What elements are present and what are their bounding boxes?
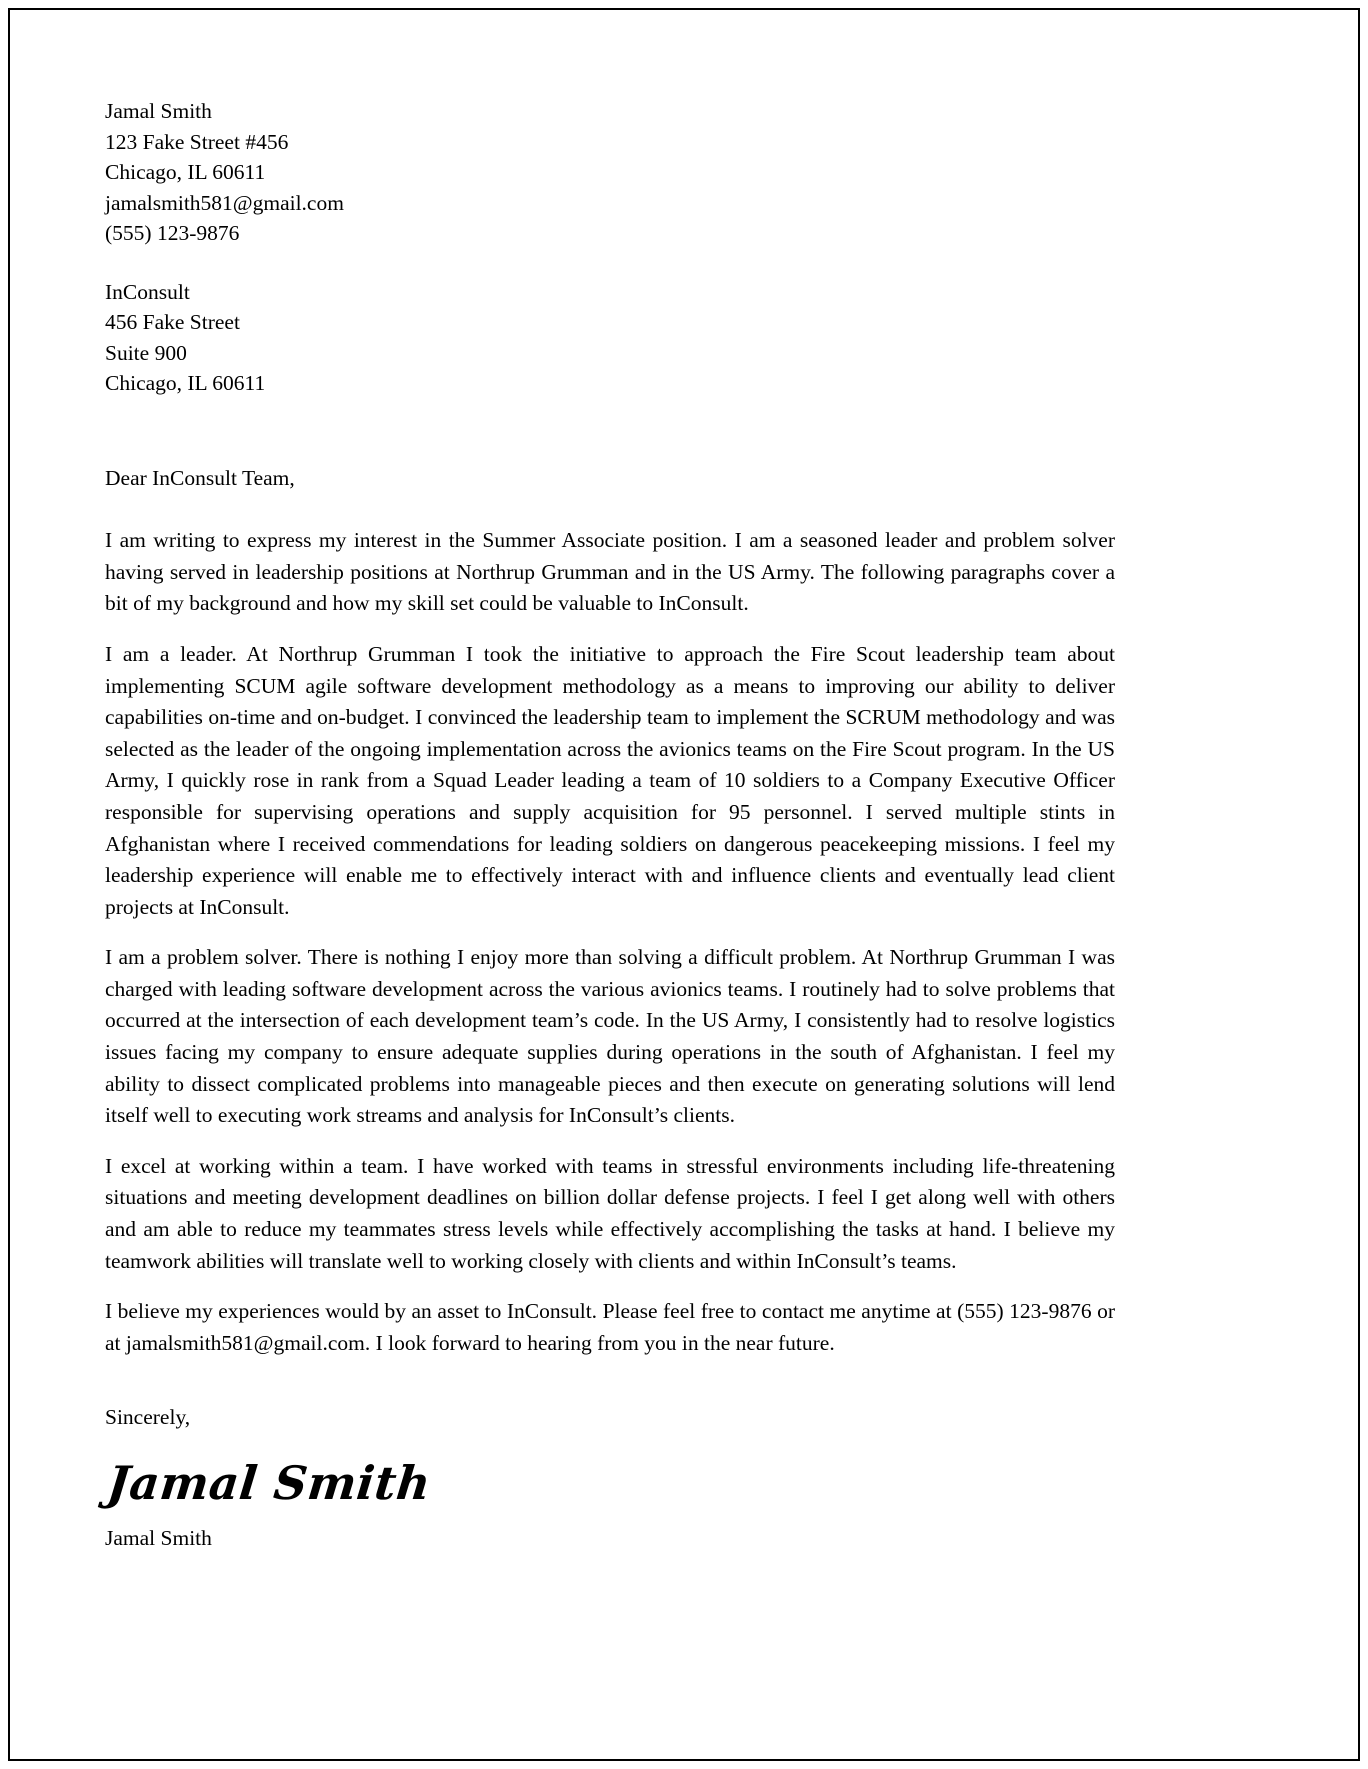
salutation: Dear InConsult Team, xyxy=(105,465,295,490)
salutation-spacer xyxy=(105,399,1115,463)
body-paragraph-1: I am writing to express my interest in the Summer Associate position. I am a seasoned leader and problem solver having served in leadership positions at Northrup Grumman and in the US Army. The following paragraphs cover a bit of my background and how my skill set could be valuable to InConsult. xyxy=(105,528,1115,616)
handwritten-signature: Jamal Smith xyxy=(104,1455,434,1510)
sender-address-block xyxy=(105,96,1115,249)
sender-phone: (555) 123-9876 xyxy=(105,221,240,246)
body-paragraph-2: I am a leader. At Northrup Grumman I took the initiative to approach the Fire Scout leadership team about implementing SCUM agile software development methodology as a means to improving our ability to deliver capabilities on-time and on-budget. I convinced the leadership team to implement the SCRUM methodology and was selected as the leader of the ongoing implementation across the avionics teams on the Fire Scout program. In the US Army, I quickly rose in rank from a Squad Leader leading a team of 10 soldiers to a Company Executive Officer responsible for supervising operations and supply acquisition for 95 personnel. I served multiple stints in Afghanistan where I received commendations for leading soldiers on dangerous peacekeeping missions. I feel my leadership experience will enable me to effectively interact with and influence clients and eventually lead client projects at InConsult. xyxy=(105,641,1115,919)
body-paragraph-4: I excel at working within a team. I have worked with teams in stressful environments including life-threatening situations and meeting development deadlines on billion dollar defense projects. I feel I get along well with others and am able to reduce my teammates stress levels while effectively accomplishing the tasks at hand. I believe my teamwork abilities will translate well to working closely with clients and within InConsult’s teams. xyxy=(105,1153,1115,1273)
recipient-company: InConsult xyxy=(105,279,190,304)
body-paragraph-5: I believe my experiences would by an asset to InConsult. Please feel free to contact me anytime at (555) 123-9876 or at jamalsmith581@gmail.com. I look forward to hearing from you in the near future. xyxy=(105,1299,1115,1355)
recipient-city-state-zip: Chicago, IL 60611 xyxy=(105,371,266,396)
typed-signature-name: Jamal Smith xyxy=(105,1526,212,1551)
address-block-spacer xyxy=(105,249,1115,277)
sender-street: 123 Fake Street #456 xyxy=(105,129,289,154)
recipient-street: 456 Fake Street xyxy=(105,310,240,335)
body-paragraph-3: I am a problem solver. There is nothing I enjoy more than solving a difficult problem. At Northrup Grumman I was charged with leading software development across the various avionics teams. I routinely had to solve problems that occurred at the intersection of each development team’s code. In the US Army, I consistently had to resolve logistics issues facing my company to ensure adequate supplies during operations in the south of Afghanistan. I feel my ability to dissect complicated problems into manageable pieces and then execute on generating solutions will lend itself well to executing work streams and analysis for InConsult’s clients. xyxy=(105,945,1115,1128)
closing-spacer xyxy=(105,1378,1115,1402)
sender-email: jamalsmith581@gmail.com xyxy=(105,190,344,215)
sender-city-state-zip: Chicago, IL 60611 xyxy=(105,160,266,185)
recipient-suite: Suite 900 xyxy=(105,340,187,365)
sender-name: Jamal Smith xyxy=(105,99,212,123)
valediction: Sincerely, xyxy=(105,1405,191,1430)
letter-content xyxy=(105,96,1115,1554)
body-spacer xyxy=(105,493,1115,525)
recipient-address-block xyxy=(105,277,1115,399)
